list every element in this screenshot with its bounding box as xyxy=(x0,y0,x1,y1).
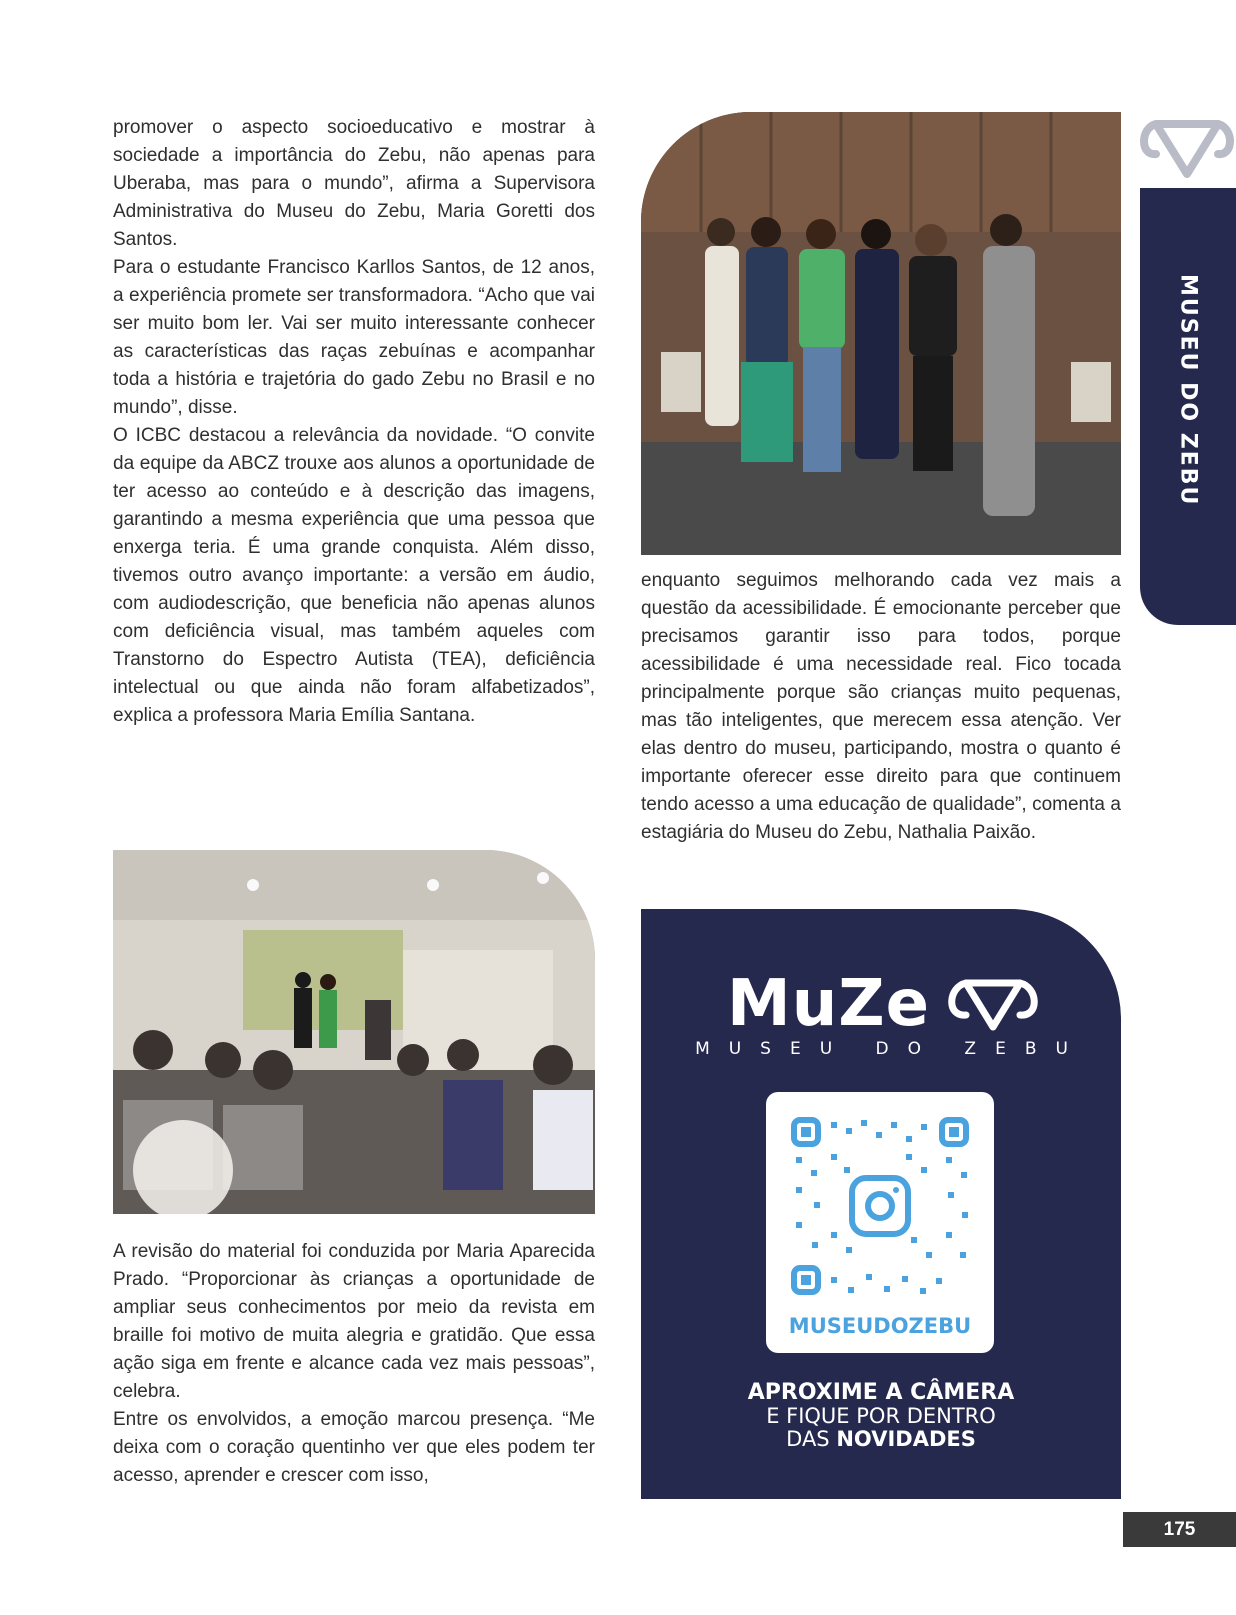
qr-handle: MUSEUDOZEBU xyxy=(788,1314,972,1338)
brand-logo xyxy=(727,967,1048,1041)
cta-line-2: E FIQUE POR DENTRO xyxy=(766,1404,996,1428)
call-to-action xyxy=(641,1381,1121,1451)
qr-code-card[interactable] xyxy=(766,1092,994,1353)
paragraph: enquanto seguimos melhorando cada vez mais a questão da acessibilidade. É emocionante perceber que precisamos garantir isso para todos, porque acessibilidade é uma necessidade real. Fico tocada principalmente porque são crianças muito pequenas, mas tão inteligentes, que merecem essa atenção. Ver elas dentro do museu, participando, mostra o quanto é importante oferecer esse direito para que continuem tendo acesso a uma educação de qualidade”, comenta a estagiária do Museu do Zebu, Nathalia Paixão. xyxy=(641,570,1121,843)
article-column-left-top xyxy=(113,114,595,730)
group-photo xyxy=(641,112,1121,555)
cta-line-3 xyxy=(641,1428,1121,1451)
zebu-logo-icon xyxy=(938,971,1048,1037)
qr-code-icon xyxy=(766,1092,994,1302)
paragraph: Para o estudante Francisco Karllos Santos, de 12 anos, a experiência promete ser transformadora. “Acho que vai ser muito bom ler. Vai ser muito interessante conhecer as características das raças zebuínas e acompanhar toda a história e trajetória do gado Zebu no Brasil e no mundo”, disse. xyxy=(113,257,595,418)
cta-line-3-prefix: DAS xyxy=(786,1427,837,1451)
audience-photo xyxy=(113,850,595,1214)
brand-name: MuZe xyxy=(727,967,931,1041)
paragraph: promover o aspecto socioeducativo e mostrar à sociedade a importância do Zebu, não apenas para Uberaba, mas para o mundo”, afirma a Supervisora Administrativa do Museu do Zebu, Maria Goretti dos Santos. xyxy=(113,117,595,250)
museum-logo-icon xyxy=(1138,108,1236,188)
museum-promo-box xyxy=(641,909,1121,1499)
cta-line-1: APROXIME A CÂMERA xyxy=(747,1380,1015,1405)
brand-subtitle: MUSEU DO ZEBU xyxy=(695,1039,1087,1059)
paragraph: Entre os envolvidos, a emoção marcou presença. “Me deixa com o coração quentinho ver que eles podem ter acesso, aprender e crescer com isso, xyxy=(113,1409,595,1486)
article-column-right xyxy=(641,567,1121,847)
article-column-left-bottom xyxy=(113,1238,595,1490)
paragraph: A revisão do material foi conduzida por Maria Aparecida Prado. “Proporcionar às crianças a oportunidade de ampliar seus conhecimentos por meio da revista em braille foi motivo de muita alegria e gratidão. Que essa ação siga em frente e alcance cada vez mais pessoas”, celebra. xyxy=(113,1241,595,1402)
cta-line-3-bold: NOVIDADES xyxy=(836,1427,976,1451)
paragraph: O ICBC destacou a relevância da novidade. “O convite da equipe da ABCZ trouxe aos alunos a oportunidade de ter acesso ao conteúdo e à descrição das imagens, garantindo a mesma experiência que uma pessoa que enxerga teria. É uma grande conquista. Além disso, tivemos outro avanço importante: a versão em áudio, com audiodescrição, que beneficia não apenas alunos com deficiência visual, mas também aqueles com Transtorno do Espectro Autista (TEA), deficiência intelectual ou que ainda não foram alfabetizados”, explica a professora Maria Emília Santana. xyxy=(113,425,595,726)
section-title-text: MUSEU DO ZEBU xyxy=(1175,273,1201,507)
section-title xyxy=(1140,270,1236,510)
page-number: 175 xyxy=(1123,1512,1236,1547)
